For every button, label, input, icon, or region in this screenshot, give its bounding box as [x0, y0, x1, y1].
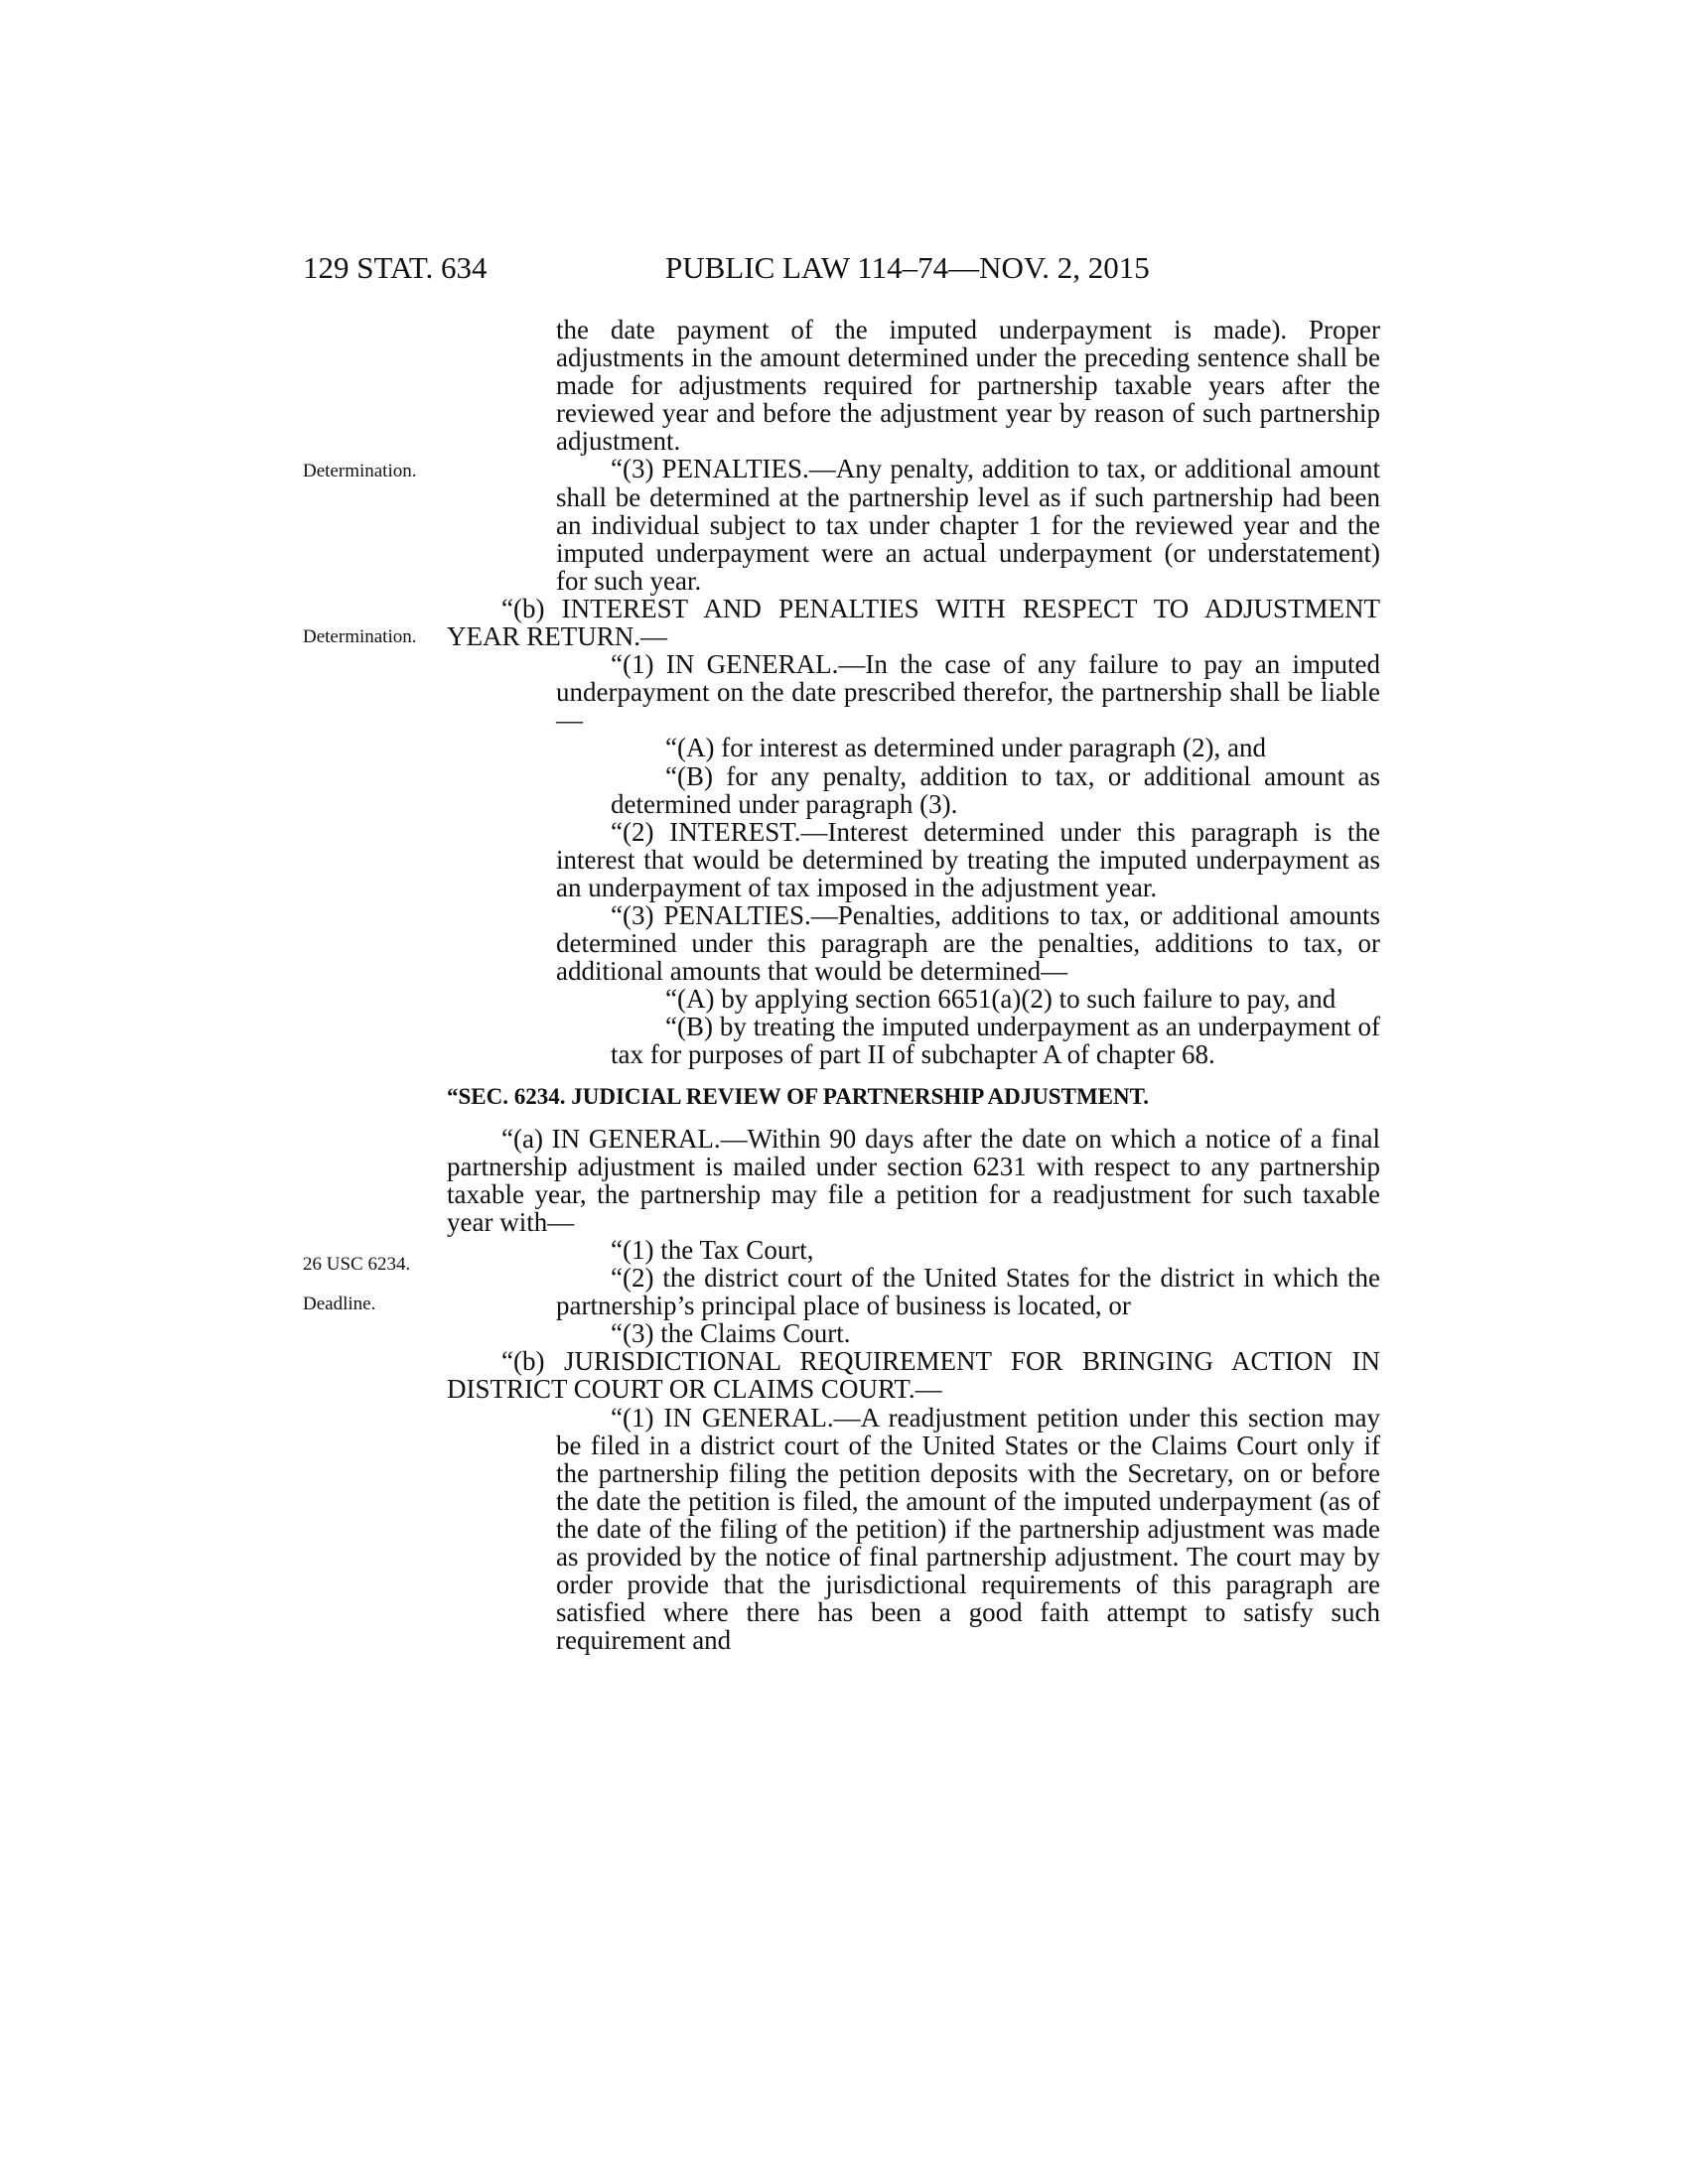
paragraph-b3-penalties: “(3) PENALTIES.—Penalties, additions to tax, or additional amounts determined under this paragraph are the penalties, additions to tax, or additional amounts that would be determined—: [556, 899, 1380, 987]
subparagraph-b1-a: “(A) for interest as determined under paragraph (2), and: [665, 733, 1266, 763]
margin-note-usc-citation: 26 USC 6234.: [303, 1254, 411, 1275]
subsection-b-heading: “(b) INTEREST AND PENALTIES WITH RESPECT TO ADJUSTMENT YEAR RETURN.—: [447, 593, 1380, 652]
statute-page-number: 129 STAT. 634: [303, 250, 488, 285]
paragraph-b1-jurisdictional: “(1) IN GENERAL.—A readjustment petition under this section may be filed in a district court of the United States or the Claims Court only if the partnership filing the petition deposits with the Secretary, on or before the date the petition is filed, the amount of the imputed underpayment (as of the date of the filing of the petition) if the partnership adjustment was made as provided by the notice of final partnership adjustment. The court may by order provide that the jurisdictional requirements of this paragraph are satisfied where there has been a good faith attempt to satisfy such requirement and: [556, 1402, 1380, 1656]
item-a2-district-court: “(2) the district court of the United States for the district in which the partnership’s principal place of business is located, or: [556, 1263, 1380, 1321]
paragraph-penalties-a3: “(3) PENALTIES.—Any penalty, addition to tax, or additional amount shall be determined at the partnership level as if such partnership had been an individual subject to tax under chapter 1 for the reviewed year and the imputed underpayment were an actual underpayment (or understatement) for such year.: [556, 454, 1380, 596]
running-header: PUBLIC LAW 114–74—NOV. 2, 2015: [665, 250, 1150, 285]
paragraph-b2-interest: “(2) INTEREST.—Interest determined under this paragraph is the interest that would be determined by treating the imputed underpayment as an underpayment of tax imposed in the adjustment year.: [556, 816, 1380, 902]
margin-note-determination-1: Determination.: [303, 461, 417, 481]
paragraph-b1-in-general: “(1) IN GENERAL.—In the case of any failure to pay an imputed underpayment on the date prescribed therefor, the partnership shall be liable—: [556, 649, 1380, 736]
subsection-b-jurisdictional-heading: “(b) JURISDICTIONAL REQUIREMENT FOR BRINGING ACTION IN DISTRICT COURT OR CLAIMS COURT.—: [447, 1346, 1380, 1405]
subparagraph-b3-b: “(B) by treating the imputed underpayment as an underpayment of tax for purposes of part II of subchapter A of chapter 68.: [611, 1012, 1380, 1070]
paragraph-continuation: the date payment of the imputed underpayment is made). Proper adjustments in the amount determined under the preceding sentence shall be made for adjustments required for partnership taxable years after the reviewed year and before the adjustment year by reason of such partnership adjustment.: [556, 315, 1380, 457]
item-a1-tax-court: “(1) the Tax Court,: [611, 1235, 814, 1265]
item-a3-claims-court: “(3) the Claims Court.: [611, 1318, 851, 1349]
section-6234-heading: “SEC. 6234. JUDICIAL REVIEW OF PARTNERSHIP ADJUSTMENT.: [447, 1083, 1149, 1109]
margin-note-determination-2: Determination.: [303, 626, 417, 647]
subsection-a-in-general: “(a) IN GENERAL.—Within 90 days after the date on which a notice of a final partnership adjustment is mailed under section 6231 with respect to any partnership taxable year, the partnership may file a petition for a readjustment for such taxable year with—: [447, 1123, 1380, 1237]
statute-text: [447, 315, 1380, 1656]
margin-note-deadline: Deadline.: [303, 1294, 376, 1314]
subparagraph-b3-a: “(A) by applying section 6651(a)(2) to such failure to pay, and: [665, 984, 1336, 1015]
subparagraph-b1-b: “(B) for any penalty, addition to tax, or additional amount as determined under paragraph (3).: [611, 760, 1380, 819]
